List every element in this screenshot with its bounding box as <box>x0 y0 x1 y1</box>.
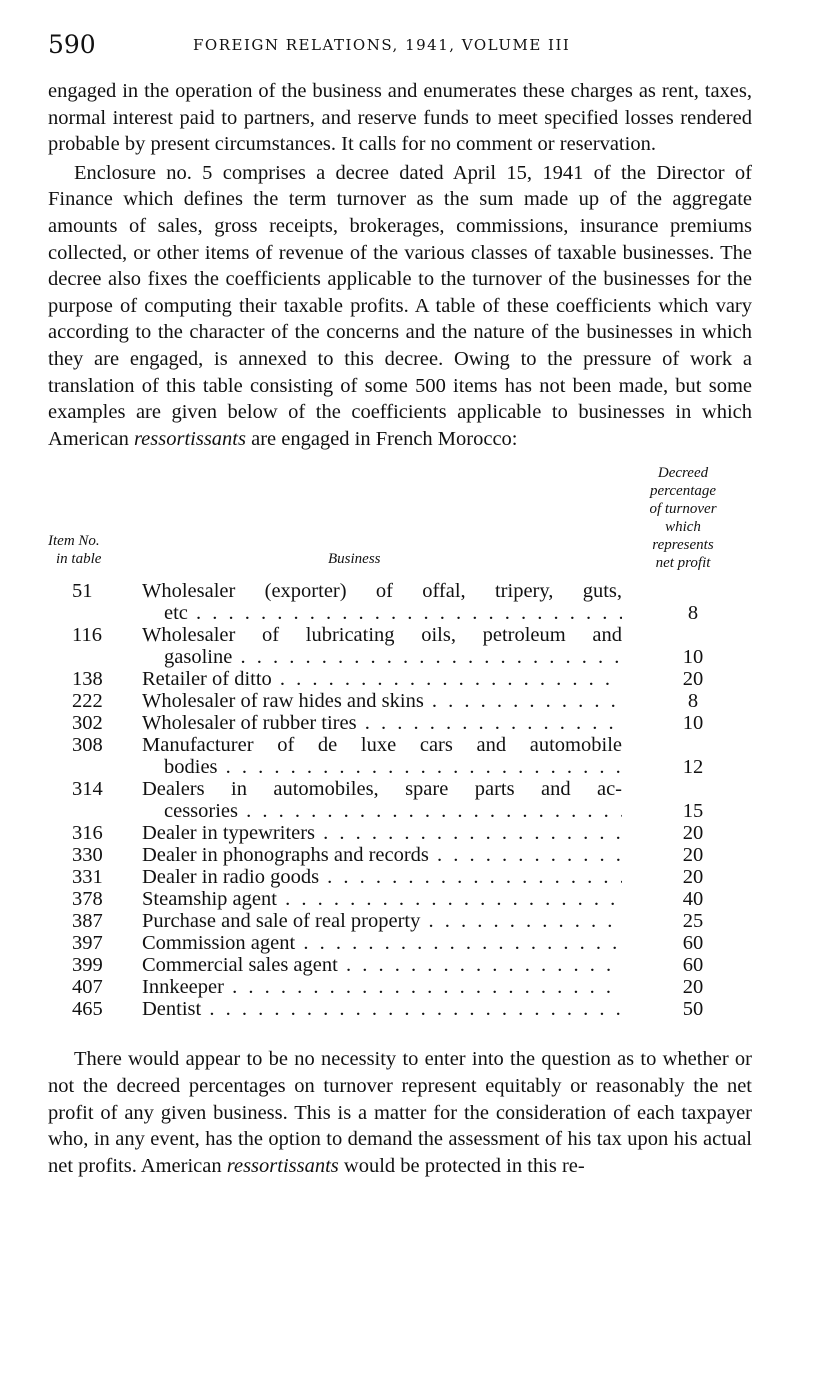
percent-value: 50 <box>682 998 704 1021</box>
percent-value: 60 <box>682 954 704 977</box>
item-number: 138 <box>72 668 103 691</box>
business-line: Wholesaler of raw hides and skins . . . <box>142 690 622 712</box>
business-cell <box>142 910 622 932</box>
business-line: Dealer in phonographs and records . . . <box>142 844 622 866</box>
col-header-percent-line: which <box>665 519 701 536</box>
business-line: Dealer in radio goods . . . <box>142 866 622 888</box>
business-line: Wholesaler (exporter) of offal, tripery, guts, <box>142 580 622 603</box>
table-row <box>48 712 752 734</box>
document-page <box>48 30 752 1179</box>
percent-value: 12 <box>682 756 704 779</box>
business-cell <box>142 712 622 734</box>
percent-value: 20 <box>682 866 704 889</box>
page-header <box>48 30 752 60</box>
business-cell <box>142 580 622 624</box>
table-row <box>48 932 752 954</box>
business-line: Dealers in automobiles, spare parts and ac- <box>142 778 622 801</box>
col-header-percent <box>628 464 738 572</box>
col-header-percent-line: represents <box>652 537 714 554</box>
item-number: 387 <box>72 910 103 933</box>
table-row <box>48 778 752 822</box>
item-number: 407 <box>72 976 103 999</box>
paragraph-2-end: are engaged in French Morocco: <box>245 427 518 450</box>
item-number: 302 <box>72 712 103 735</box>
col-header-percent-line: of turnover <box>649 501 717 518</box>
table-row <box>48 844 752 866</box>
business-cell <box>142 668 622 690</box>
percent-value: 60 <box>682 932 704 955</box>
item-number: 465 <box>72 998 103 1021</box>
business-cell <box>142 778 622 822</box>
percent-value: 40 <box>682 888 704 911</box>
percent-value: 15 <box>682 800 704 823</box>
item-number: 330 <box>72 844 103 867</box>
business-line: Retailer of ditto . . . <box>142 668 622 690</box>
table-row <box>48 998 752 1020</box>
table-row <box>48 624 752 668</box>
percent-value: 20 <box>682 668 704 691</box>
percent-value: 20 <box>682 976 704 999</box>
col-header-percent-line: net profit <box>655 555 711 572</box>
business-line: Wholesaler of lubricating oils, petroleum and <box>142 624 622 647</box>
table-row <box>48 690 752 712</box>
paragraph-3-end: would be protected in this re- <box>338 1154 585 1177</box>
col-header-percent-line: Decreed <box>657 465 709 482</box>
percent-value: 25 <box>682 910 704 933</box>
table-row <box>48 888 752 910</box>
paragraph-3 <box>48 1046 752 1179</box>
business-line: Innkeeper . . . <box>142 976 622 998</box>
percent-value: 10 <box>682 712 704 735</box>
business-cell <box>142 822 622 844</box>
business-cell <box>142 998 622 1020</box>
paragraph-1: engaged in the operation of the business and enumerates these charges as rent, taxes, normal interest paid to partners, and reserve funds to meet specified losses rendered probable by present circumstances. It calls for no comment or reservation. <box>48 80 752 156</box>
col-header-item-line: in table <box>56 551 102 568</box>
item-number: 222 <box>72 690 103 713</box>
table-row <box>48 976 752 998</box>
paragraph-2-text: Enclosure no. 5 comprises a decree dated April 15, 1941 of the Director of Finance which defines the term turnover as the sum made up of the aggregate amounts of sales, gross receipts, brokerages, commissions, insurance premiums collected, or other items of revenue of the various classes of taxable businesses. The decree also fixes the coefficients applicable to the turnover of the businesses for the purpose of computing their taxable profits. A table of these coefficients which vary according to the character of the concerns and the nature of the businesses in which they are engaged, is annexed to this decree. Owing to the pressure of work a translation of this table consisting of some 500 items has not been made, but some examples are given below of the coefficients applicable to businesses in which American <box>48 161 752 450</box>
business-line: cessories . . . <box>142 800 622 822</box>
business-cell <box>142 734 622 778</box>
table-row <box>48 580 752 624</box>
business-cell <box>142 954 622 976</box>
business-line: Dealer in typewriters . . . <box>142 822 622 844</box>
percent-value: 20 <box>682 822 704 845</box>
business-cell <box>142 690 622 712</box>
business-line: etc . . . <box>142 602 622 624</box>
percent-value: 8 <box>687 690 699 713</box>
business-line: Dentist . . . <box>142 998 622 1020</box>
table-row <box>48 910 752 932</box>
business-line: Commercial sales agent . . . <box>142 954 622 976</box>
table-row <box>48 822 752 844</box>
business-line: Steamship agent . . . <box>142 888 622 910</box>
business-cell <box>142 932 622 954</box>
percent-value: 8 <box>687 602 699 625</box>
business-line: bodies . . . <box>142 756 622 778</box>
col-header-item-line: Item No. <box>48 533 100 550</box>
table-row <box>48 954 752 976</box>
item-number: 308 <box>72 734 103 757</box>
business-line: Manufacturer of de luxe cars and automobile <box>142 734 622 757</box>
table-row <box>48 668 752 690</box>
table-row <box>48 866 752 888</box>
percent-value: 10 <box>682 646 704 669</box>
item-number: 116 <box>72 624 102 647</box>
percent-value: 20 <box>682 844 704 867</box>
business-line: Wholesaler of rubber tires . . . <box>142 712 622 734</box>
col-header-business: Business <box>328 551 381 568</box>
table-row <box>48 734 752 778</box>
item-number: 399 <box>72 954 103 977</box>
paragraph-3-text: There would appear to be no necessity to enter into the question as to whether or not the decreed percentages on turnover represent equitably or reasonably the net profit of any given business. This is a matter for the consideration of each taxpayer who, in any event, has the option to demand the assessment of his tax upon his actual net profits. American <box>48 1048 752 1177</box>
business-cell <box>142 976 622 998</box>
business-cell <box>142 624 622 668</box>
business-cell <box>142 888 622 910</box>
item-number: 397 <box>72 932 103 955</box>
running-head: FOREIGN RELATIONS, 1941, VOLUME III <box>193 36 571 54</box>
business-line: Commission agent . . . <box>142 932 622 954</box>
business-cell <box>142 866 622 888</box>
item-number: 51 <box>72 580 93 603</box>
table-header <box>48 464 752 580</box>
item-number: 331 <box>72 866 103 889</box>
paragraph-2 <box>48 160 752 453</box>
business-line: gasoline . . . <box>142 646 622 668</box>
item-number: 378 <box>72 888 103 911</box>
business-cell <box>142 844 622 866</box>
col-header-percent-line: percentage <box>649 483 717 500</box>
paragraph-3-italic: ressortissants <box>226 1154 339 1177</box>
item-number: 316 <box>72 822 103 845</box>
page-number: 590 <box>48 30 96 59</box>
item-number: 314 <box>72 778 103 801</box>
coefficients-table <box>48 580 752 1020</box>
business-line: Purchase and sale of real property . . . <box>142 910 622 932</box>
paragraph-2-italic: ressortissants <box>133 427 246 450</box>
col-header-item <box>48 532 138 568</box>
